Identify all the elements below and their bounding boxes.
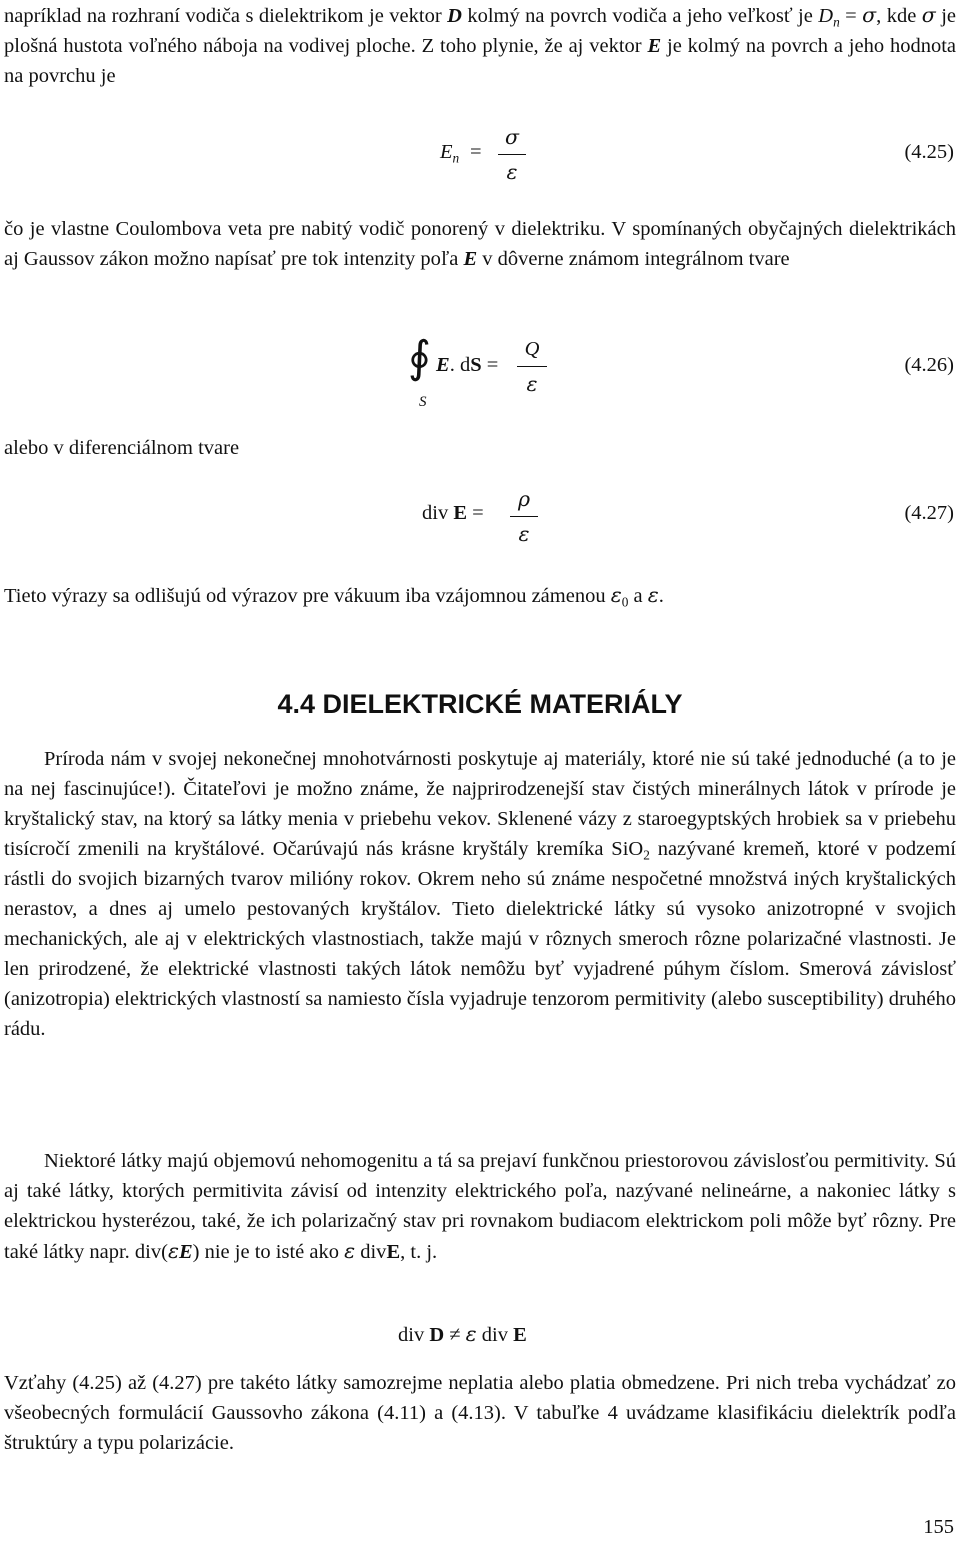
- symbol-D: D: [818, 5, 834, 27]
- fraction: [517, 334, 547, 399]
- text-run: Príroda nám v svojej nekonečnej mnohotvárnosti poskytuje aj materiály, ktoré nie sú také jednoduché (a to je na nej fascinujúce!). Čitateľovi je možno známe, že najprirodzenejší stav čistých minerálnych látok v prírode je kryštalický stav, na ktorý sa látky menia v priebehu vekov. Sklenené vázy z staroegyptských hrobiek sa v priebehu tisícročí zmenili na kryštálové. Očarúvajú nás krásne kryštály kremíka SiO: [4, 748, 956, 860]
- paragraph-relations: Vzťahy (4.25) až (4.27) pre takéto látky samozrejme neplatia alebo platia obmedzene. Pri nich treba vychádzať zo všeobecných formulácií Gaussovho zákona (4.11) a (4.13). V tabuľke 4 uvádzame klasifikáciu dielektrík podľa štruktúry a typu polarizácie.: [4, 1372, 956, 1454]
- contour-integral-icon: ∮: [408, 332, 431, 383]
- fraction: [498, 122, 526, 187]
- text-run: veľkosť je: [727, 5, 819, 27]
- inequality-equation: [398, 1322, 527, 1347]
- integral-subscript: S: [419, 394, 427, 410]
- numerator: Q: [524, 338, 540, 360]
- symbol-epsilon: ε: [344, 1239, 356, 1263]
- symbol-epsilon: ε: [167, 1239, 179, 1263]
- symbol-E: E: [440, 141, 453, 163]
- equation-number: (4.26): [904, 354, 954, 376]
- text-run: napríklad na rozhraní vodiča s dielektrikom je vektor: [4, 5, 448, 27]
- top-paragraph: [4, 0, 956, 91]
- text-run: , kde: [876, 5, 922, 27]
- equation-number: (4.27): [904, 502, 954, 524]
- div-operator: div: [422, 502, 449, 524]
- vector-E: E: [453, 502, 468, 524]
- text-run: je plošná hustota voľného náboja na vodivej ploche. Z toho: [4, 5, 957, 57]
- text-run: =: [839, 5, 863, 27]
- symbol-epsilon: ε: [647, 583, 659, 607]
- subscript-n: n: [833, 14, 840, 30]
- denominator: ε: [517, 366, 547, 399]
- vector-E: E: [436, 354, 450, 376]
- equals-sign: =: [467, 502, 484, 524]
- denominator: ε: [498, 154, 526, 187]
- text-run: a: [628, 585, 648, 607]
- div-operator: div: [398, 1324, 430, 1346]
- numerator: ρ: [517, 487, 531, 511]
- div-operator: div: [476, 1324, 514, 1346]
- equals-sign: =: [481, 354, 499, 376]
- text-run: Tieto výrazy sa odlišujú od výrazov pre vákuum iba vzájomnou zámenou: [4, 585, 611, 607]
- not-equal-sign: ≠: [444, 1324, 466, 1346]
- symbol-sigma: σ: [921, 3, 936, 27]
- vector-E: E: [463, 248, 478, 270]
- numerator: σ: [505, 125, 519, 149]
- text-run: , t. j.: [400, 1241, 438, 1263]
- paragraph-crystals: [4, 744, 956, 1044]
- fraction: [510, 484, 538, 549]
- equals-sign: =: [470, 141, 482, 163]
- differential-form-label: alebo v diferenciálnom tvare: [4, 437, 240, 459]
- text-run: v dôverne známom integrálnom tvare: [477, 248, 790, 270]
- text-run: Niektoré látky majú objemovú nehomogenitu a tá sa prejaví funkčnou priestorovou závislosťou permitivity. Sú aj také látky, ktorých permitivita závisí od intenzity elektrického poľa, nazývané nelineárne, a nakoniec látky s elektrickou hysterézou, také, že ich polarizačný stav pri rovnakom budiacom elektrickom poli môže byť rôzny. Pre také látky napr. div(: [4, 1150, 956, 1263]
- text-run: . d: [449, 354, 471, 376]
- symbol-sigma: σ: [862, 3, 877, 27]
- vector-D: D: [447, 5, 462, 27]
- vector-S: S: [470, 354, 482, 376]
- symbol-epsilon: ε: [465, 1322, 477, 1346]
- text-run: kolmý na povrch vodiča a jeho: [461, 5, 723, 27]
- text-run: je kolmý na povrch a jeho hodnota na povrchu je: [4, 35, 956, 87]
- symbol-epsilon: ε: [610, 583, 622, 607]
- vector-E: E: [178, 1241, 193, 1263]
- equation-number: (4.25): [904, 141, 954, 163]
- text-run: .: [658, 585, 664, 607]
- denominator: ε: [510, 516, 538, 549]
- text-run: čo je vlastne Coulombova veta pre nabitý vodič ponorený v dielektriku. V spomínaných obyčajných dielektrikách aj Gaussov zákon možno napísať pre tok intenzity poľa: [4, 218, 956, 270]
- page-number: 155: [923, 1516, 954, 1538]
- text-run: div: [355, 1241, 387, 1263]
- paragraph-gauss: [4, 214, 956, 274]
- text-run: plynie, že aj vektor: [482, 35, 648, 57]
- subscript-n: n: [452, 150, 460, 166]
- text-run: nazývané kremeň, ktoré v podzemí rástli do svojich bizarných tvarov milióny rokov. Okrem neho sú známe nespočetné množstvá iných kryštalických nerastov, a dnes aj umelo pestovaných kryštálov. Tieto dielektrické látky sú vysoko anizotropné v svojich mechanických, ale aj v elektrických vlastnostiach, takže majú v rôznych smeroch rôzne polarizačné vlastnosti. Je len prirodzené, že elektrické vlastnosti takých látok nemôžu byť vyjadrené púhym číslom. Smerová závislosť (anizotropia) elektrických vlastností sa namiesto čísla vyjadruje tenzorom permitivity (alebo susceptibility) druhého rádu.: [4, 838, 956, 1040]
- eq-lhs: [440, 141, 459, 164]
- eq-lhs: [422, 502, 484, 525]
- subscript-0: 0: [621, 594, 629, 610]
- paragraph-vacuum: [4, 580, 664, 611]
- text-run: ) nie je to isté ako: [192, 1241, 345, 1263]
- vector-E: E: [647, 35, 662, 57]
- vector-D: D: [429, 1324, 445, 1346]
- vector-E: E: [386, 1241, 401, 1263]
- subscript-2: 2: [643, 847, 650, 863]
- vector-E: E: [513, 1324, 527, 1346]
- integrand: [436, 354, 498, 377]
- paragraph-nonlinear: [4, 1146, 956, 1267]
- section-heading: 4.4 DIELEKTRICKÉ MATERIÁLY: [277, 689, 683, 719]
